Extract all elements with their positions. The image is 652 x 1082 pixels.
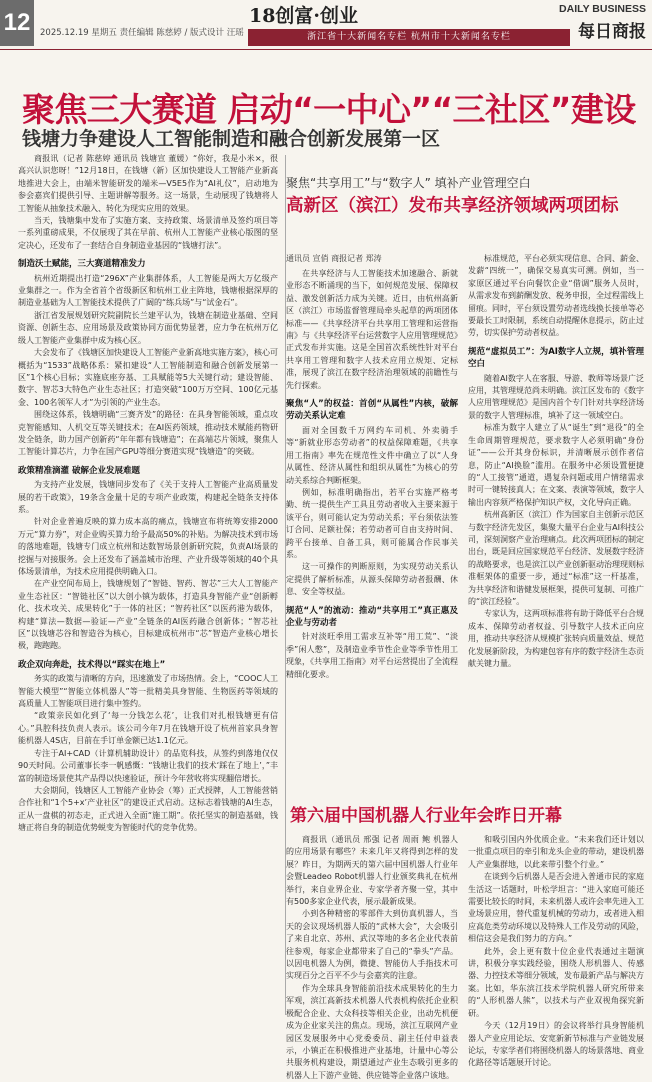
body-paragraph: 今天（12月19日）的会议将举行具身智能机器人产业应用论坛、安宽新新节标准与产业链发展论坛，专家学者们将围绕机器人的场景落地、商业化路径等话题展开讨论。 — [468, 1021, 644, 1068]
section-heading: 政企双向奔赴，技术得以“踩实在地上” — [18, 659, 166, 670]
article2-headline: 高新区（滨江）发布共享经济领域两项团标 — [286, 196, 619, 216]
date-line: 2025.12.19 星期五 责任编辑 陈慈婷 / 版式设计 汪瑶 — [40, 28, 244, 38]
article3-column-left — [286, 834, 458, 1080]
body-paragraph: 作为全球具身智能前沿技术成果转化的生力军观，滨江高新技术机器人代表机构依托企业积极配合企业、大众科技等相关企业，出动先机便成为企业家关注的焦点。现场，滨江互联网产业园区发展服务中心党委委员、副主任付申益表示，小镇正在积极推进产业基地，计量中心等公共服务机构建设，期望通过产业生态吸引更多的机器人上下游产业链、供应链等企业落户该地。 — [286, 983, 458, 1080]
body-paragraph: 这一可操作的判断原则，为实现劳动关系认定提供了解析标准，从源头保障劳动者报酬、休息、安全等权益。 — [286, 562, 458, 597]
body-paragraph: 在产业空间布局上，钱塘规划了“智链、智药、智芯”三大人工智能产业生态社区：“智链社区”以大创小镇为载体，打造具身智能产业“创新孵化、技术攻关、成果转化”于一体的社区；“智药社区”以医药港为载体，构建“算法—数据—验证—产业”全链条的AI医药融合创新体；“智芯社区”以钱塘芯谷和智造谷为核心，目标建成杭州市“芯”智造产业核心增长极，跑跑跑。 — [18, 579, 278, 651]
body-paragraph: 杭州高新区（滨江）作为国家自主创新示范区与数字经济先发区，集聚大量平台企业与AI科技公司，深刻洞察产业治理痛点。此次两项团标的制定出台，既是回应国家规范平台经济、发展数字经济的战略要求，也是滨江以产业创新驱动治理现则标准框架体的重要一步，通过“标准”这一杆基准，为共享经济和谐健发展框架，提供可复制、可推广的“滨江经验”。 — [468, 510, 644, 606]
body-paragraph: 在谈到今后机器人是否会进入普通市民的家庭生活这一话题时，叶松学坦言：“进入家庭可能还需要比较长的时间，未来机器人或许会率先进入工业场景应用，替代重复机械的劳动力，或者进入相应高危类劳动环境以及特殊人工作及劳动的风险，相信这会是我们努力的方向。” — [468, 872, 644, 944]
body-paragraph: 围绕这体系，钱塘明确“三赛齐发”的路径：在具身智能领域，重点攻克智能感知、人机交互等关键技术；在AI医药领域，推动技术赋能药物研发全链条，助力国产创新药“年年都有钱塘造”；在高端芯片领域，聚焦人工智能计算芯片，力争在国产GPU等细分赛道实现“钱塘造”的突破。 — [18, 410, 278, 457]
body-paragraph: 例如，标准明确指出，若平台实施严格考勤、统一提供生产工具且劳动者收入主要来源于该平台，则可能认定为劳动关系；平台须依法签订合同、足额社保；若劳动者可自由支持时间、跨平台接单、自备工具，则可能属合作民事关系。 — [286, 487, 458, 559]
section-heading: 规范“人”的流动：推动“共享用工”真正惠及企业与劳动者 — [286, 605, 458, 628]
article2-column-left — [286, 268, 458, 766]
section-heading: 政策精准滴灌 破解企业发展难题 — [18, 465, 140, 476]
body-paragraph: 标准为数字人建立了从“诞生”到“退役”的全生命周期管理规范，要求数字人必须明确“身份证”——公开其身份标识，并清晰展示创作者信息，防止“AI换脸”滥用。在服务中必须设置便捷的“人工接管”通道，遇复杂问题或用户情绪需求时可一键转接真人；在文案、表演等领域，数字人输出内容须严格保护知识产权，文化导向正确。 — [468, 423, 644, 507]
header-rule — [0, 49, 652, 50]
body-paragraph: 随着AI数字人在客服、导游、教师等场景广泛应用，其管理规范尚未明确。滨江区发布的《数字人应用管理规范》是国内首个专门针对共享经济场景的数字人管理标准，填补了这一领域空白。 — [468, 373, 644, 420]
section-heading: 制造沃土赋能，三大赛道精准发力 — [18, 259, 146, 270]
body-paragraph: 在共享经济与人工智能技术加速融合、新就业形态不断涌现的当下，如何规范发展、保障权益、激发创新活力成为关键。近日，由杭州高新区（滨江）市场监督管理局牵头起草的两项团体标准——《共享经济平台共享用工管理和运营指南》与《共享经济平台运营数字人应用管理规范》正式发布并实施。这是全国首次系统性针对平台共享用工管理和数字人技术应用立规矩、定标准，展现了滨江在数字经济治理领域的前瞻性与先行探索。 — [286, 269, 458, 390]
page-number: 12 — [0, 0, 34, 46]
body-paragraph: 杭州近期提出打造“296X”产业集群体系，人工智能是两大万亿级产业集群之一。作为全省首个省级新区和杭州工业主阵地，钱塘根据深厚的制造业基础为人工智能技术提供了广阔的“练兵场”与“试金石”。 — [18, 273, 278, 308]
lead-paragraph: 商报讯（记者 陈慈婷 通讯员 钱塘宣 董媛）“你好，我是小米×，很高兴认识您呀！”12月18日，在钱塘（新）区加快建设人工智能产业新高地推进大会上，由端米智能研发的端米—V5E5作为“AI礼仪”，启动地为参会嘉宾们提供引导、主题讲解等服务。这一场景，生动展现了钱塘将人工智能从抽象技术融入、转化为现实应用的效果。 — [18, 154, 278, 213]
lead-subhead: 钱塘力争建设人工智能制造和融合创新发展第一区 — [22, 128, 441, 150]
body-paragraph: 面对全国数千万网约车司机、外卖骑手等“新就业形态劳动者”的权益保障难题，《共享用工指南》率先在规范性文件中确立了以“人身从属性、经济从属性和组织从属性”为核心的劳动关系综合判断框架。 — [286, 425, 458, 485]
body-paragraph: 商报讯（通讯员 邢强 记者 周雨 鲍 机器人的应用场景有哪些？未来几年又将得到怎样的发展？昨日，为期两天的第六届中国机器人行业年会暨Leadeo Robot机器人行业颁奖典礼在杭州举行，来自业界企业、专家学者齐聚一堂，其中有500多家企业代表，展示最新成果。 — [286, 835, 458, 907]
award-banner: 浙江省十大新闻名专栏 杭州市十大新闻名专栏 — [248, 29, 570, 46]
section-heading: 聚焦“人”的权益：首创“从属性”内核，破解劳动关系认定难 — [286, 399, 458, 422]
article3-headline: 第六届中国机器人行业年会昨日开幕 — [290, 806, 562, 826]
body-paragraph: 标准规范，平台必须实现信息、合同、薪金、发薪“四统一”，确保交易真实可溯。例如，当一家原区通过平台向餐饮企业“借调”服务人员时，从需求发布到薪酬发放、税务申报，全过程需线上留痕。同时，平台须设置劳动者选线换长接单等必要最长工时限制，系统自动提醒休息提示，防止过劳，切实保护劳动者权益。 — [468, 254, 644, 338]
lead-paragraph: 当天，钱塘集中发布了实施方案、支持政策、场景清单及签约项目等一系列重磅成果，不仅展现了其在早前、杭州人工智能产业核心版图的坚定决心，还发布了一套结合自身制造业基因的“钱塘打法”。 — [18, 216, 278, 250]
brand-chinese: 每日商报 — [578, 22, 646, 42]
body-paragraph: 大会期间，钱塘区人工智能产业协会（筹）正式授牌，人工智能营销合作社和“1个5+x’产业社区”的建设正式启动。这标志着钱塘的AI生态，正从一盘棋的初态走，正式进入全面“施工期”。依托坚实的制造基础，钱塘正将自身的制造优势蜕变为智能时代的竞争优势。 — [18, 785, 278, 833]
brand-english: DAILY BUSINESS — [559, 3, 646, 15]
body-paragraph: 和吸引国内外优质企业。“未来我们还计划以一批重点项目的牵引和龙头企业的带动，建设机器人产业集群地，以此来带引整个行业。” — [468, 835, 644, 869]
article2-kicker: 聚焦“共享用工”与“数字人” 填补产业管理空白 — [286, 176, 531, 190]
body-paragraph: 小到各种精密的零部件大到仿真机器人，当天的会议现场机器人版的“武林大会”，大会吸引了来自北京、苏州、武汉等地的多名企业代表前往参观，每家企业都带来了自己的“拳头”产品。以因电机器人为例，微捷、智能仿人手指技术可实现百分之百平不少与会嘉宾的注意。 — [286, 909, 458, 981]
body-paragraph: 此外，会上更有数十位企业代表通过主题演讲，积极分享实践经验，围绕人形机器人、传感器、力控技术等细分领域，发布最新产品与解决方案。比如，华东滨江技术学院机器人研究所带来的“人形机器人熊”，以技术与产业双视角探究新研。 — [468, 946, 644, 1018]
body-paragraph: 针对企业普遍反映的算力成本高的痛点，钱塘宣布将统筹安排2000万元“算力券”，对企业购买算力给予最高50%的补贴。为解决技术到市场的落地难题，钱塘专门成立杭州和达数智场景创新研究院，负责AI场景的挖掘与对接服务。会上还发布了涵盖城市治理、产业升级等领域的40个具体场景清单，为技术应用提供明确入口。 — [18, 517, 278, 576]
section-heading: 规范“虚拟员工”：为AI数字人立规，填补管理空白 — [468, 346, 644, 370]
body-paragraph: 为支持产业发展，钱塘同步发布了《关于支持人工智能产业高质量发展的若干政策》，19条含金量十足的专项产业政策，构建起全链条支持体系。 — [18, 480, 278, 514]
body-paragraph: “政策亲民如化到了‘每一分钱怎么花’，让我们对扎根钱塘更有信心。”具腔科技负责人表示。该公司今年7月在钱塘开设了杭州首家具身智能机器人4S店，目前在手订单金额已达1.1亿元。 — [18, 711, 278, 746]
article3-column-right — [468, 834, 644, 1068]
section-title: 18创富·创业 — [248, 5, 359, 27]
article2-byline: 通讯员 宣俏 商报记者 郑涛 — [286, 254, 382, 263]
body-paragraph: 大会发布了《钱塘区加快建设人工智能产业新高地实施方案》，核心可概括为“1533”战略体系：紧扣建设“人工智能制造和融合创新发展第一区”1个核心目标；实施底座夯基、工具赋能等5大关键行动；建设智能、数字、智芯3大特色产业生态社区；打造突破“100万万空间、100亿元基金、100名领军人才”为引领的产业生态。 — [18, 348, 278, 407]
article2-column-right — [468, 253, 644, 766]
body-paragraph: 专家认为，这两项标准将有助于降低平台合规成本、保障劳动者权益、引导数字人技术正向应用，推动共享经济从规模扩张转向质量效益、规范化发展新阶段，为构建包容有序的数字经济生态贡献关键力量。 — [468, 609, 644, 668]
lead-headline: 聚焦三大赛道 启动“一中心”“三社区”建设 — [22, 90, 636, 129]
body-paragraph: 务实的政策与清晰的方向，迅速激发了市场热情。会上，“COOC人工智能大模型”“智能立体机器人”等一批精美具身智能、生物医药等领域的高质量人工智能项目进行集中签约。 — [18, 674, 278, 709]
body-paragraph: 浙江省发展规划研究院副院长兰建平认为，钱塘在制造业基础、空间资源、创新生态、应用场景及政策协同方面优势显著，应力争在杭州万亿级人工智能产业集群中成为核心区。 — [18, 310, 278, 345]
lead-article-body — [18, 153, 278, 1015]
body-paragraph: 针对淡旺季用工需求互补等“用工荒”、“淡季”闲人憋”，及制造业季节性企业等季节性用工现象，《共享用工指南》对平台运营提出了全流程精细化要求。 — [286, 632, 458, 679]
body-paragraph: 专注于AI+CAD（计算机辅助设计）的品览科技，从签约到落地仅仅90天时间。公司董事长李一帆感慨：“钱塘让我们的技术‘踩在了地上’，”丰富的制造场景使其产品得以快速验证，预计今年营收将实现翻倍增长。 — [18, 748, 278, 783]
